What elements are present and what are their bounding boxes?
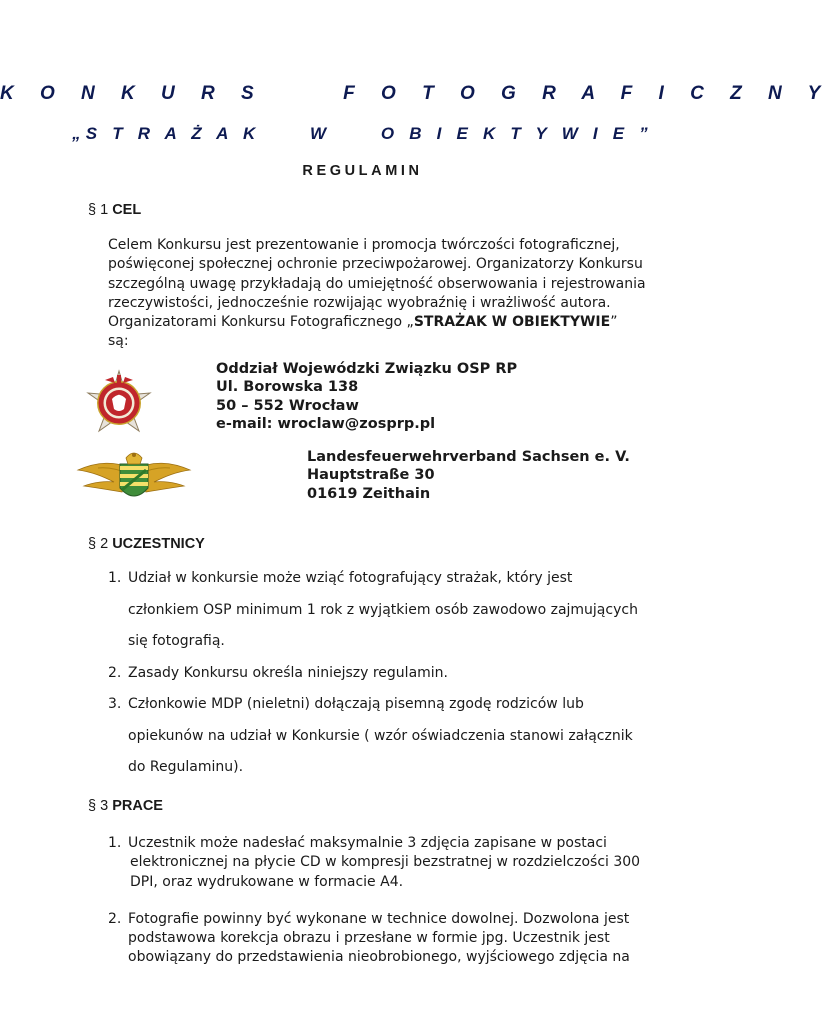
list-item-number: 1. <box>108 570 122 586</box>
organizer-2-street: Hauptstraße 30 <box>307 467 435 484</box>
paragraph-line: rzeczywistości, jednocześnie rozwijając wyobraźnię i wrażliwość autora. <box>108 294 611 311</box>
list-item <box>108 689 698 784</box>
section-3-heading <box>88 798 163 814</box>
list-item <box>108 910 698 968</box>
list-item <box>108 563 698 658</box>
list-item-line: podstawowa korekcja obrazu i przesłane w formie jpg. Uczestnik jest <box>128 930 610 947</box>
list-item-line: Udział w konkursie może wziąć fotografujący strażak, który jest <box>128 570 573 586</box>
section-1-title: CEL <box>112 202 142 218</box>
list-item-line: się fotografią. <box>128 633 225 649</box>
saxony-fire-brigade-emblem-icon <box>76 448 192 508</box>
document-subtitle-quote: „S T R A Ż A K W O B I E K T Y W I E ” <box>72 124 653 143</box>
organizers-line <box>108 313 683 332</box>
organizer-1-city: 50 – 552 Wrocław <box>216 397 359 414</box>
list-item-line: Fotografie powinny być wykonane w technice dowolnej. Dozwolona jest <box>128 910 630 927</box>
list-item-line: elektronicznej na płycie CD w kompresji bezstratnej w rozdzielczości 300 <box>130 854 641 871</box>
list-item-line: Uczestnik może nadesłać maksymalnie 3 zdjęcia zapisane w postaci <box>128 835 607 851</box>
paragraph-line: szczególną uwagę przykładają do umiejętność obserwowania i rejestrowania <box>108 275 646 292</box>
section-1-heading <box>88 202 141 218</box>
organizer-2-name: Landesfeuerwehrverband Sachsen e. V. <box>307 449 630 465</box>
section-3-list <box>108 834 698 968</box>
section-1-paragraph <box>108 236 683 352</box>
organizer-2-address <box>307 448 630 503</box>
section-2-number: § 2 <box>88 536 109 552</box>
list-item-line: DPI, oraz wydrukowane w formacie A4. <box>130 873 404 890</box>
organizers-contest-name: STRAŻAK W OBIEKTYWIE <box>413 314 611 331</box>
document-title: K O N K U R S F O T O G R A F I C Z N Y <box>0 83 831 104</box>
paragraph-line: Celem Konkursu jest prezentowanie i promocja twórczości fotograficznej, <box>108 237 620 253</box>
list-item-line: członkiem OSP minimum 1 rok z wyjątkiem osób zawodowo zajmujących <box>128 601 638 618</box>
organizer-1-name: Oddział Wojewódzki Związku OSP RP <box>216 361 518 377</box>
organizers-intro: Organizatorami Konkursu Fotograficznego „ <box>108 314 414 331</box>
organizer-1-street: Ul. Borowska 138 <box>216 379 359 396</box>
list-item-line: opiekunów na udział w Konkursie ( wzór oświadczenia stanowi załącznik <box>128 727 633 744</box>
list-item <box>108 834 698 892</box>
list-item <box>108 658 698 690</box>
section-3-title: PRACE <box>112 798 163 814</box>
list-item-line: do Regulaminu). <box>128 759 244 775</box>
organizer-1-address <box>216 360 517 433</box>
section-2-heading <box>88 536 205 552</box>
organizer-2-city: 01619 Zeithain <box>307 485 431 502</box>
section-1-number: § 1 <box>88 202 109 218</box>
osp-emblem-icon <box>84 370 154 436</box>
list-item-number: 2. <box>108 910 122 927</box>
section-2-title: UCZESTNICY <box>112 536 205 552</box>
paragraph-line: poświęconej społecznej ochronie przeciwpożarowej. Organizatorzy Konkursu <box>108 256 643 273</box>
organizers-outro: ” <box>610 314 618 331</box>
list-item-line: Członkowie MDP (nieletni) dołączają pisemną zgodę rodziców lub <box>128 696 584 712</box>
section-2-list <box>108 563 698 784</box>
organizers-end: są: <box>108 333 129 350</box>
regulamin-heading: REGULAMIN <box>302 163 423 179</box>
list-item-number: 2. <box>108 664 122 681</box>
list-item-number: 1. <box>108 835 122 851</box>
list-item-line: obowiązany do przedstawienia nieobrobionego, wyjściowego zdjęcia na <box>128 949 630 966</box>
section-3-number: § 3 <box>88 798 109 814</box>
organizer-1-email: e-mail: wroclaw@zosprp.pl <box>216 415 436 432</box>
list-item-number: 3. <box>108 696 122 712</box>
list-item-line: Zasady Konkursu określa niniejszy regulamin. <box>128 664 449 681</box>
